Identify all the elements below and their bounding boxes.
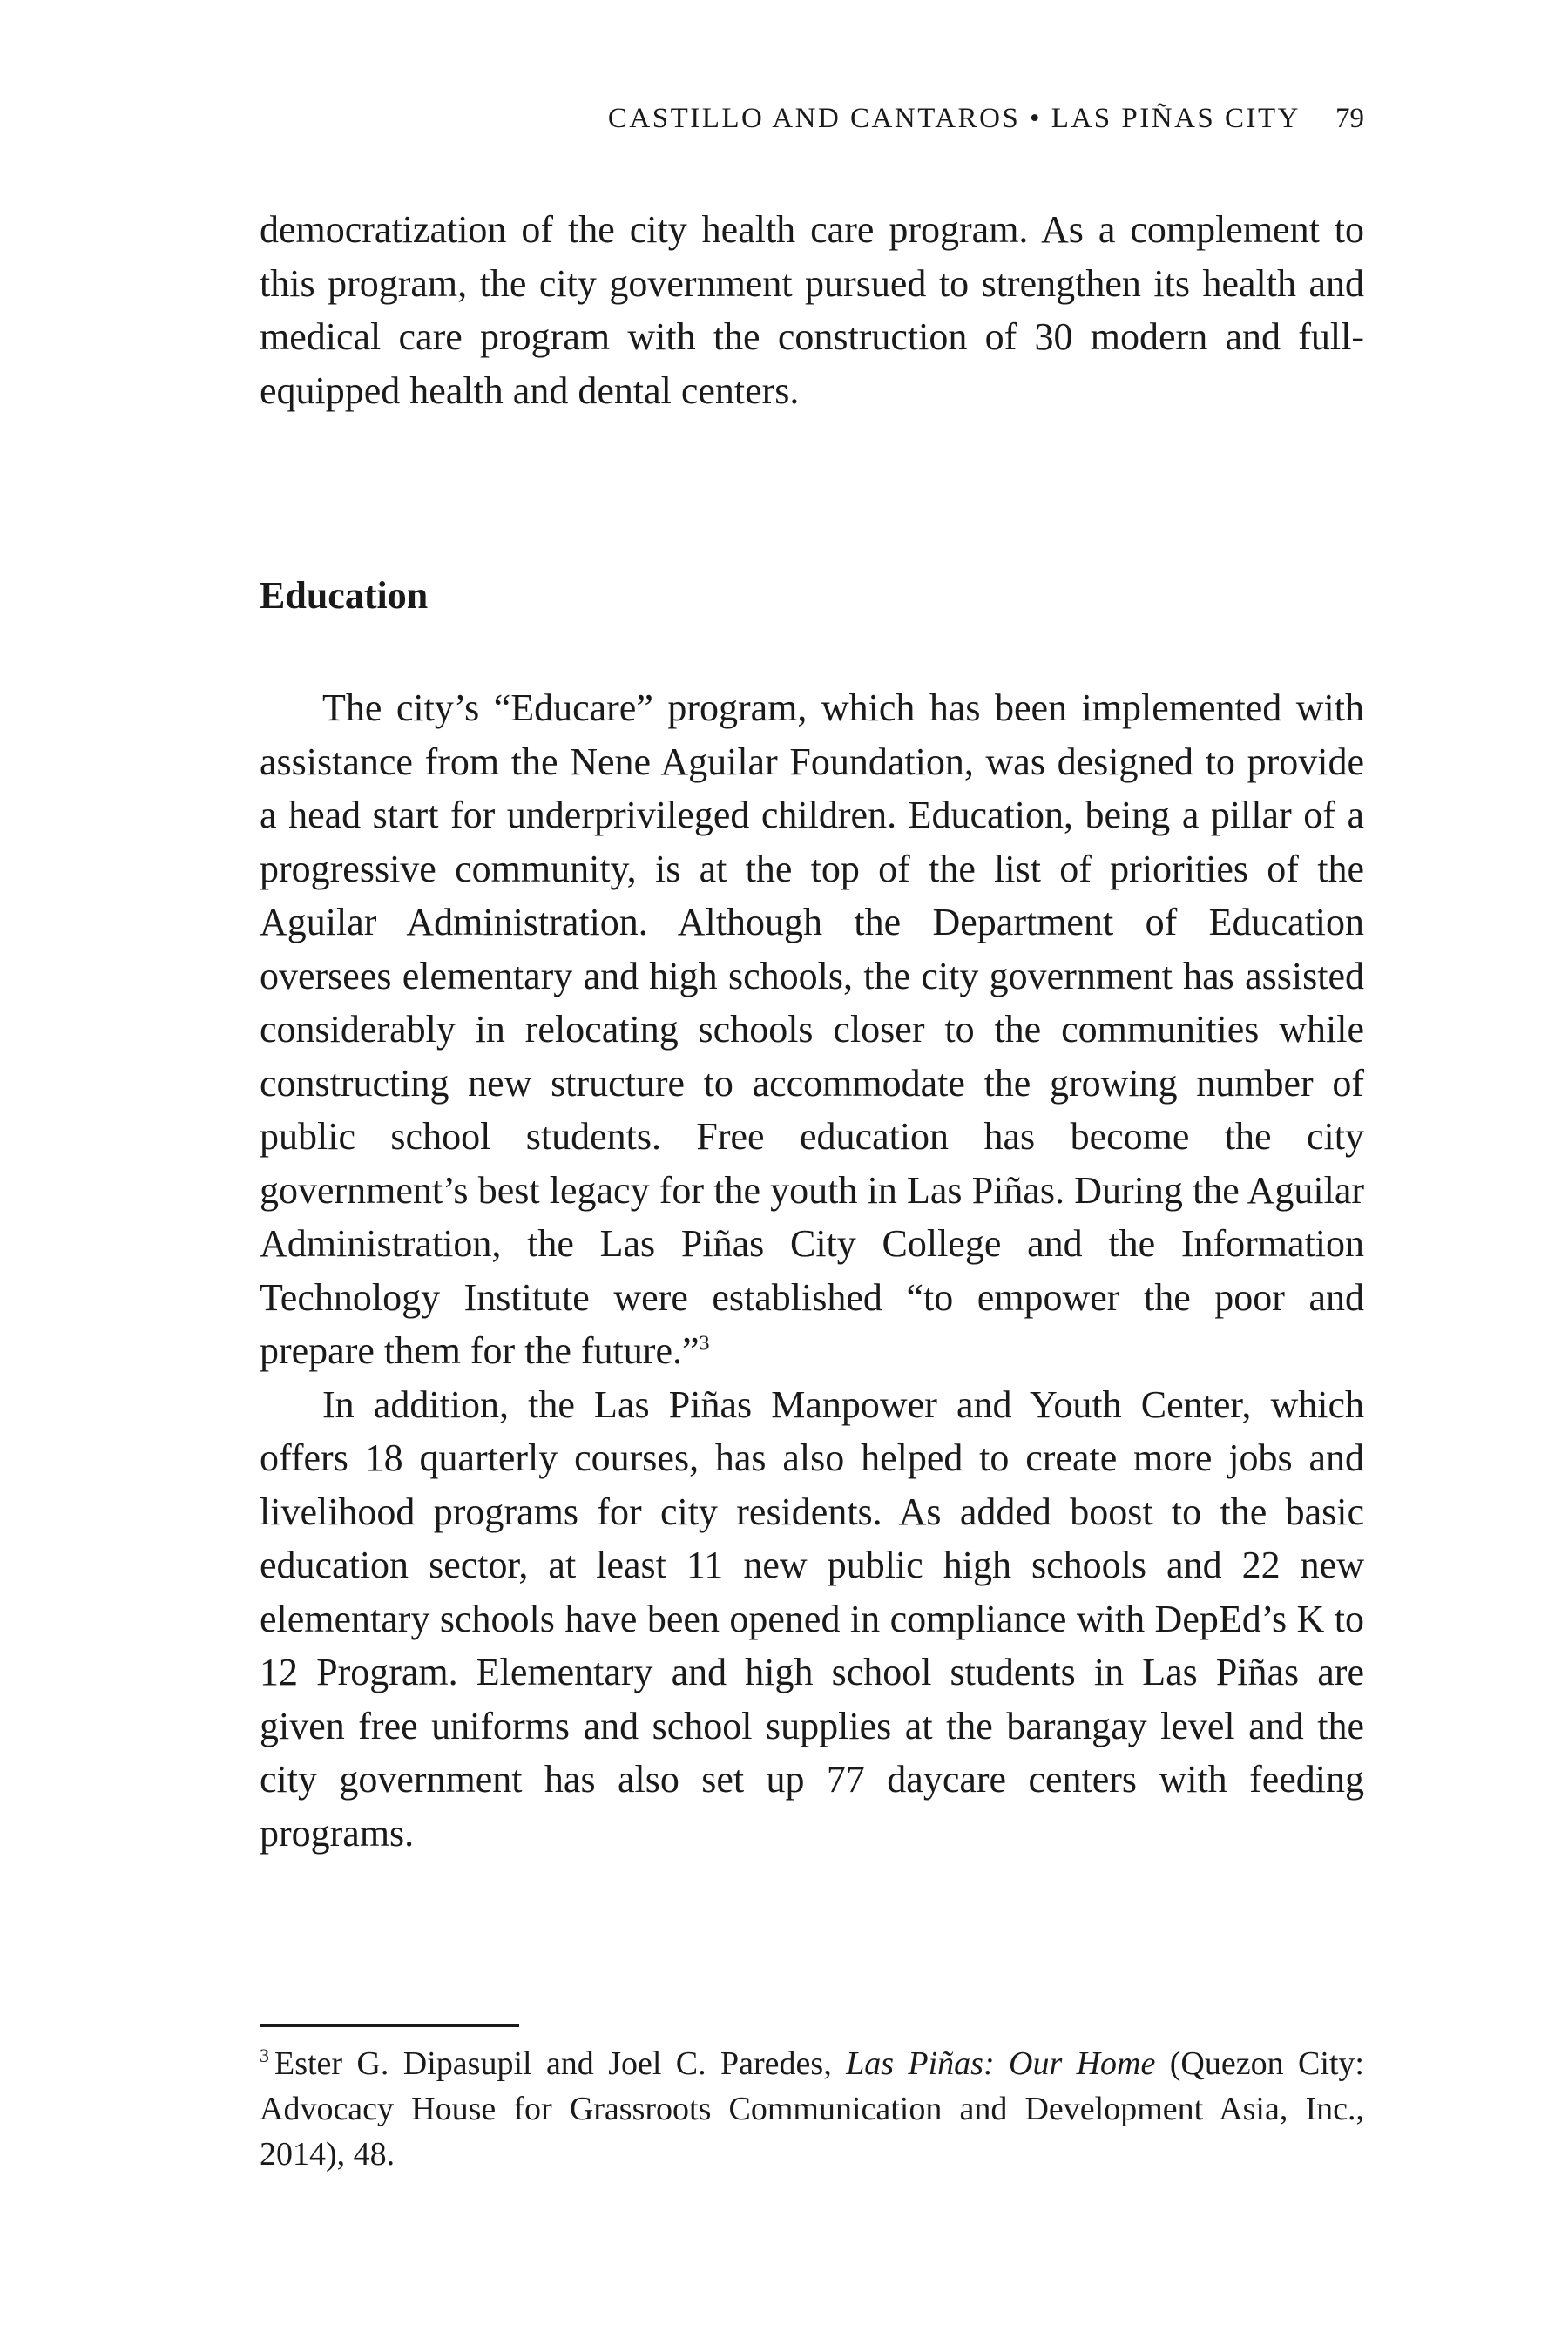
education-section-body [260, 681, 1364, 1860]
footnote-publication: (Quezon City: Advocacy House for Grassroots Communication and Development Asia, Inc., 2014), 48. [260, 2045, 1364, 2173]
footnote-divider [260, 2024, 519, 2027]
education-paragraph-1-text: The city’s “Educare” program, which has been implemented with assistance from the Nene Aguilar Foundation, was designed to provide a head start for underprivileged children. Education, being a pillar of a progressive community, is at the top of the list of priorities of the Aguilar Administration. Although the Department of Education oversees elementary and high schools, the city government has assisted considerably in relocating schools closer to the communities while constructing new structure to accommodate the growing number of public school students. Free education has become the city government’s best legacy for the youth in Las Piñas. During the Aguilar Administration, the Las Piñas City College and the Information Technology Institute were established “to empower the poor and prepare them for the future.” [260, 686, 1364, 1372]
page-number: 79 [1335, 103, 1364, 134]
footnote-reference[interactable]: 3 [699, 1332, 710, 1355]
education-paragraph-1 [260, 681, 1364, 1378]
education-paragraph-2: In addition, the Las Piñas Manpower and Youth Center, which offers 18 quarterly courses, has also helped to create more jobs and livelihood programs for city residents. As added boost to the basic education sector, at least 11 new public high schools and 22 new elementary schools have been opened in compliance with DepEd’s K to 12 Program. Elementary and high school students in Las Piñas are given free uniforms and school supplies at the barangay level and the city government has also set up 77 daycare centers with feeding programs. [260, 1382, 1364, 1855]
footnote-book-title: Las Piñas: Our Home [846, 2045, 1156, 2082]
section-heading: Education [260, 574, 429, 617]
footnote [260, 2041, 1364, 2177]
running-header [608, 103, 1364, 135]
intro-paragraph: democratization of the city health care program. As a complement to this program, the city government pursued to strengthen its health and medical care program with the construction of 30 modern and full-equipped health and dental centers. [260, 208, 1364, 412]
footnote-marker: 3 [260, 2044, 269, 2067]
footnote-authors: Ester G. Dipasupil and Joel C. Paredes, [274, 2045, 847, 2082]
running-title: CASTILLO AND CANTAROS • LAS PIÑAS CITY [607, 103, 1301, 134]
